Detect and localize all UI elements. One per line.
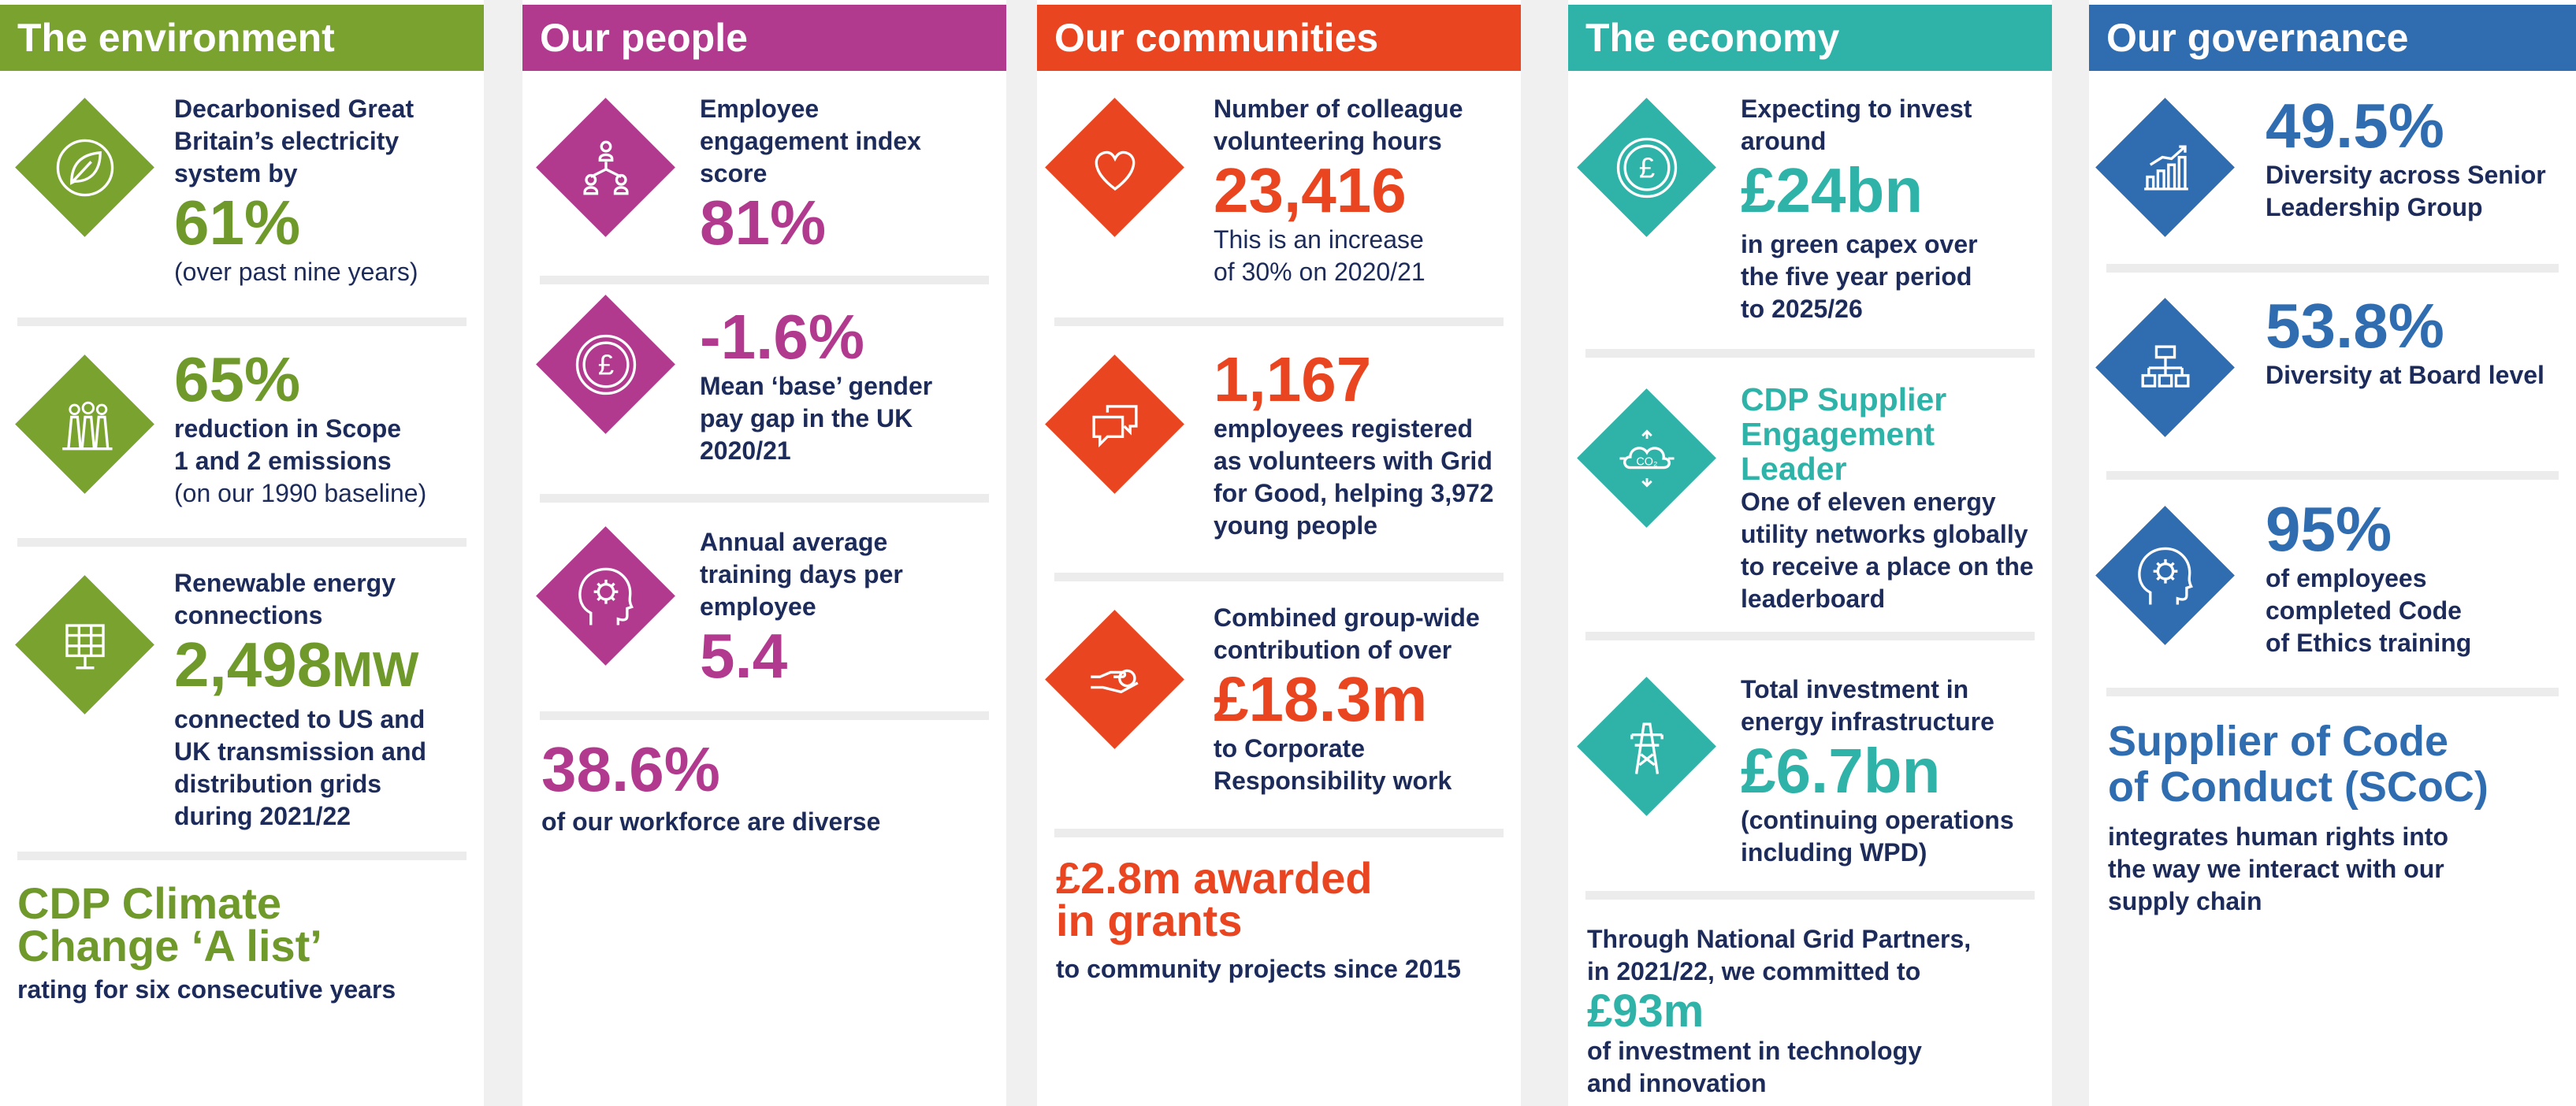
people-column (522, 0, 1006, 1106)
factory-icon (35, 375, 134, 473)
item-label: employees registered as volunteers with Grid for Good, helping 3,972 young people (1214, 414, 1494, 540)
divider (17, 852, 467, 860)
communities-column (1037, 0, 1521, 1106)
item-description: of investment in technology and innovation (1587, 1037, 1922, 1097)
divider (1054, 573, 1504, 581)
item-value: £18.3m (1214, 664, 1428, 734)
item-label: Total investment in energy infrastructure (1741, 675, 1994, 736)
heart-icon (1065, 118, 1164, 217)
divider (1585, 632, 2035, 640)
item-label: integrates human rights into the way we interact with our supply chain (2108, 822, 2449, 915)
economy-column (1568, 0, 2052, 1106)
item-label: Combined group-wide contribution of over (1214, 603, 1480, 664)
item-label: Number of colleague volunteering hours (1214, 95, 1463, 155)
divider (17, 538, 467, 547)
item-label: Mean ‘base’ gender pay gap in the UK 2020/21 (700, 372, 933, 465)
pylon-icon (1597, 697, 1696, 796)
leaf-icon (35, 118, 134, 217)
co2-cloud-icon (1597, 409, 1696, 507)
item-note: rating for six consecutive years (17, 975, 396, 1004)
hand-coin-icon (1065, 630, 1164, 729)
svg-text:CO₂: CO₂ (1635, 455, 1658, 469)
divider (2106, 688, 2559, 696)
item-value: 1,167 (1214, 344, 1372, 414)
item-description: connected to US and UK transmission and distribution grids during 2021/22 (174, 705, 427, 830)
chat-bubbles-icon (1065, 375, 1164, 473)
unit: MW (332, 643, 419, 697)
item-value: £6.7bn (1741, 736, 1941, 806)
item-value: 65% (174, 344, 301, 414)
communities-header: Our communities (1037, 5, 1521, 71)
item-label: reduction in Scope 1 and 2 emissions (174, 414, 402, 475)
item-label: Decarbonised Great Britain’s electricity system by (174, 95, 414, 187)
item-label: Diversity at Board level (2266, 361, 2544, 389)
item-title: Supplier of Code of Conduct (SCoC) (2108, 718, 2489, 811)
divider (1585, 891, 2035, 900)
people-header: Our people (522, 5, 1006, 71)
people-network-icon (556, 118, 655, 217)
divider (540, 276, 989, 284)
item-label: Diversity across Senior Leadership Group (2266, 161, 2546, 221)
item-value: 23,416 (1214, 155, 1407, 225)
item-title: CDP Supplier Engagement Leader (1741, 381, 1947, 487)
item-value: -1.6% (700, 302, 864, 372)
divider (1585, 349, 2035, 358)
solar-panel-icon (35, 596, 134, 694)
item-value: 53.8% (2266, 291, 2444, 361)
bar-chart-icon (2116, 118, 2214, 217)
item-note: (on our 1990 baseline) (174, 479, 427, 507)
item-note: of our workforce are diverse (541, 807, 881, 836)
item-label: Renewable energy connections (174, 569, 396, 629)
pound-coin-icon (1597, 118, 1696, 217)
item-label: Through National Grid Partners, in 2021/22, we committed to (1587, 925, 1972, 985)
item-label: Employee engagement index score (700, 95, 921, 187)
org-chart-icon (2116, 318, 2214, 417)
item-note: This is an increase of 30% on 2020/21 (1214, 225, 1426, 286)
divider (1054, 829, 1504, 837)
item-label: of employees completed Code of Ethics training (2266, 564, 2472, 657)
divider (1054, 317, 1504, 326)
governance-column (2089, 0, 2576, 1106)
item-value: 95% (2266, 494, 2392, 564)
divider (540, 711, 989, 720)
item-value: 49.5% (2266, 91, 2444, 161)
item-description: to Corporate Responsibility work (1214, 734, 1452, 795)
environment-header: The environment (0, 5, 484, 71)
item-value: 81% (700, 187, 827, 258)
item-value: 61% (174, 187, 301, 258)
item-value: 38.6% (541, 734, 720, 804)
item-label: Annual average training days per employee (700, 528, 903, 621)
item-value: 2,498MW (174, 629, 419, 700)
item-value: £24bn (1741, 155, 1924, 225)
head-gear-icon (2116, 526, 2214, 625)
economy-header: The economy (1568, 5, 2052, 71)
item-note: (over past nine years) (174, 258, 418, 286)
divider (17, 317, 467, 326)
item-title: CDP Climate Change ‘A list’ (17, 878, 322, 971)
item-value: 5.4 (700, 621, 788, 691)
pound-coin-icon (556, 315, 655, 414)
item-label: One of eleven energy utility networks globally to receive a place on the leaderboard (1741, 488, 2034, 613)
divider (2106, 471, 2559, 480)
item-description: (continuing operations including WPD) (1741, 806, 2014, 867)
item-description: in green capex over the five year period to 2025/26 (1741, 230, 1978, 323)
item-value: £93m (1587, 985, 1704, 1037)
environment-column (0, 0, 484, 1106)
item-label: Expecting to invest around (1741, 95, 1972, 155)
divider (2106, 264, 2559, 273)
item-note: to community projects since 2015 (1056, 955, 1461, 983)
divider (540, 494, 989, 503)
head-gear-icon (556, 547, 655, 645)
item-title: £2.8m awarded in grants (1056, 853, 1373, 945)
governance-header: Our governance (2089, 5, 2576, 71)
